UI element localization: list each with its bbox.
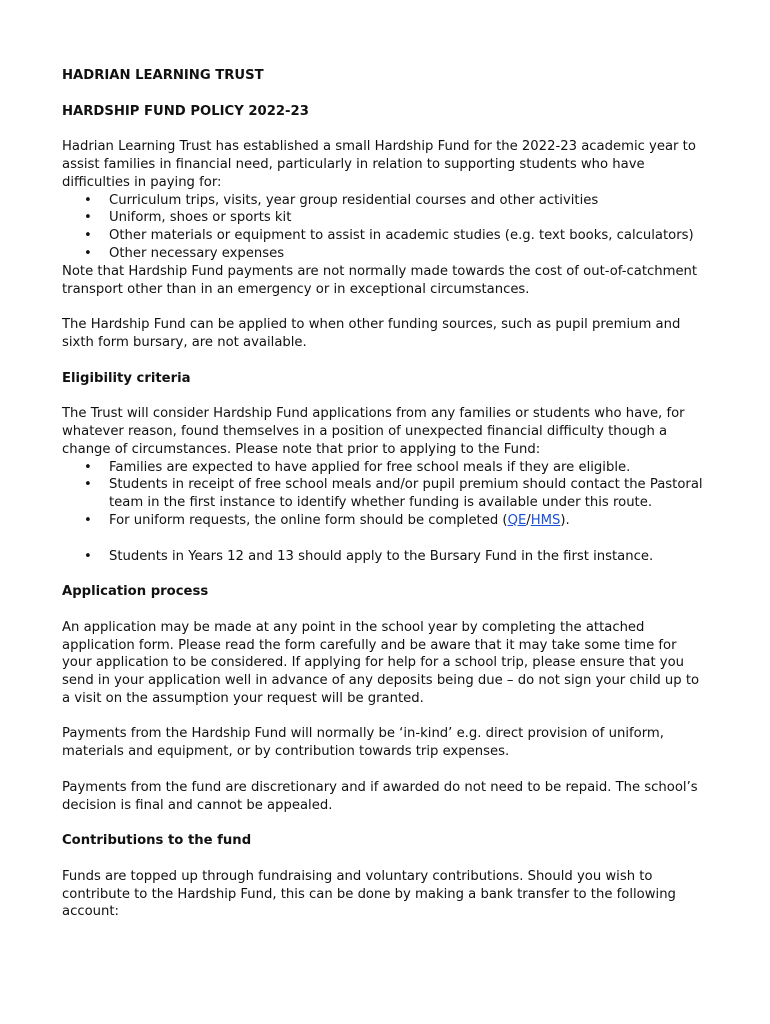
list-item: • Curriculum trips, visits, year group residential courses and other activities [62, 192, 710, 210]
list-item: • Other materials or equipment to assist in academic studies (e.g. text books, calculators) [62, 227, 710, 245]
payments-inkind-paragraph: Payments from the Hardship Fund will normally be ‘in-kind’ e.g. direct provision of uniform, materials and equipment, or by contribution towards trip expenses. [62, 726, 664, 760]
funding-sources-paragraph: The Hardship Fund can be applied to when other funding sources, such as pupil premium and sixth form bursary, are not available. [62, 317, 681, 350]
list-item: • Families are expected to have applied for free school meals if they are eligible. [62, 459, 710, 477]
document-title: HARDSHIP FUND POLICY 2022-23 [62, 103, 309, 119]
list-item: • Other necessary expenses [62, 245, 710, 263]
intro-paragraph: Hadrian Learning Trust has established a small Hardship Fund for the 2022-23 academic year to assist families in financial need, particularly in relation to supporting students who have difficulties in paying for: [62, 139, 696, 190]
list-item [62, 512, 710, 530]
contributions-heading: Contributions to the fund [62, 833, 252, 849]
uniform-suffix: ). [560, 512, 570, 528]
contributions-paragraph: Funds are topped up through fundraising and voluntary contributions. Should you wish to contribute to the Hardship Fund, this can be done by making a bank transfer to the following account: [62, 868, 676, 920]
sixth-form-list [62, 548, 710, 566]
hms-link[interactable]: HMS [530, 512, 561, 528]
eligibility-list [62, 459, 710, 530]
eligibility-paragraph: The Trust will consider Hardship Fund applications from any families or students who have, for whatever reason, found themselves in a position of unexpected financial difficulty though a change of circumstances. Please note that prior to applying to the Fund: [62, 406, 685, 457]
list-item: • Students in receipt of free school meals and/or pupil premium should contact the Pastoral team in the first instance to identify whether funding is available under this route. [62, 476, 710, 512]
application-paragraph: An application may be made at any point in the school year by completing the attached application form. Please read the form carefully and be aware that it may take some time for your application to be considered. If applying for help for a school trip, please ensure that you send in your application well in advance of any deposits being due – do not sign your child up to a visit on the assumption your request will be granted. [62, 619, 700, 706]
list-item: • Students in Years 12 and 13 should apply to the Bursary Fund in the first instance. [62, 548, 710, 566]
org-name: HADRIAN LEARNING TRUST [62, 68, 264, 83]
list-item: • Uniform, shoes or sports kit [62, 209, 710, 227]
link-separator: / [526, 512, 531, 528]
qe-link[interactable]: QE [507, 512, 527, 528]
application-heading: Application process [62, 584, 209, 600]
transport-note: Note that Hardship Fund payments are not normally made towards the cost of out-of-catchment transport other than in an emergency or in exceptional circumstances. [62, 263, 698, 297]
expenses-list [62, 192, 710, 263]
eligibility-heading: Eligibility criteria [62, 370, 191, 386]
uniform-prefix: For uniform requests, the online form should be completed ( [109, 512, 508, 528]
discretionary-paragraph: Payments from the fund are discretionary and if awarded do not need to be repaid. The school’s decision is final and cannot be appealed. [62, 779, 698, 813]
